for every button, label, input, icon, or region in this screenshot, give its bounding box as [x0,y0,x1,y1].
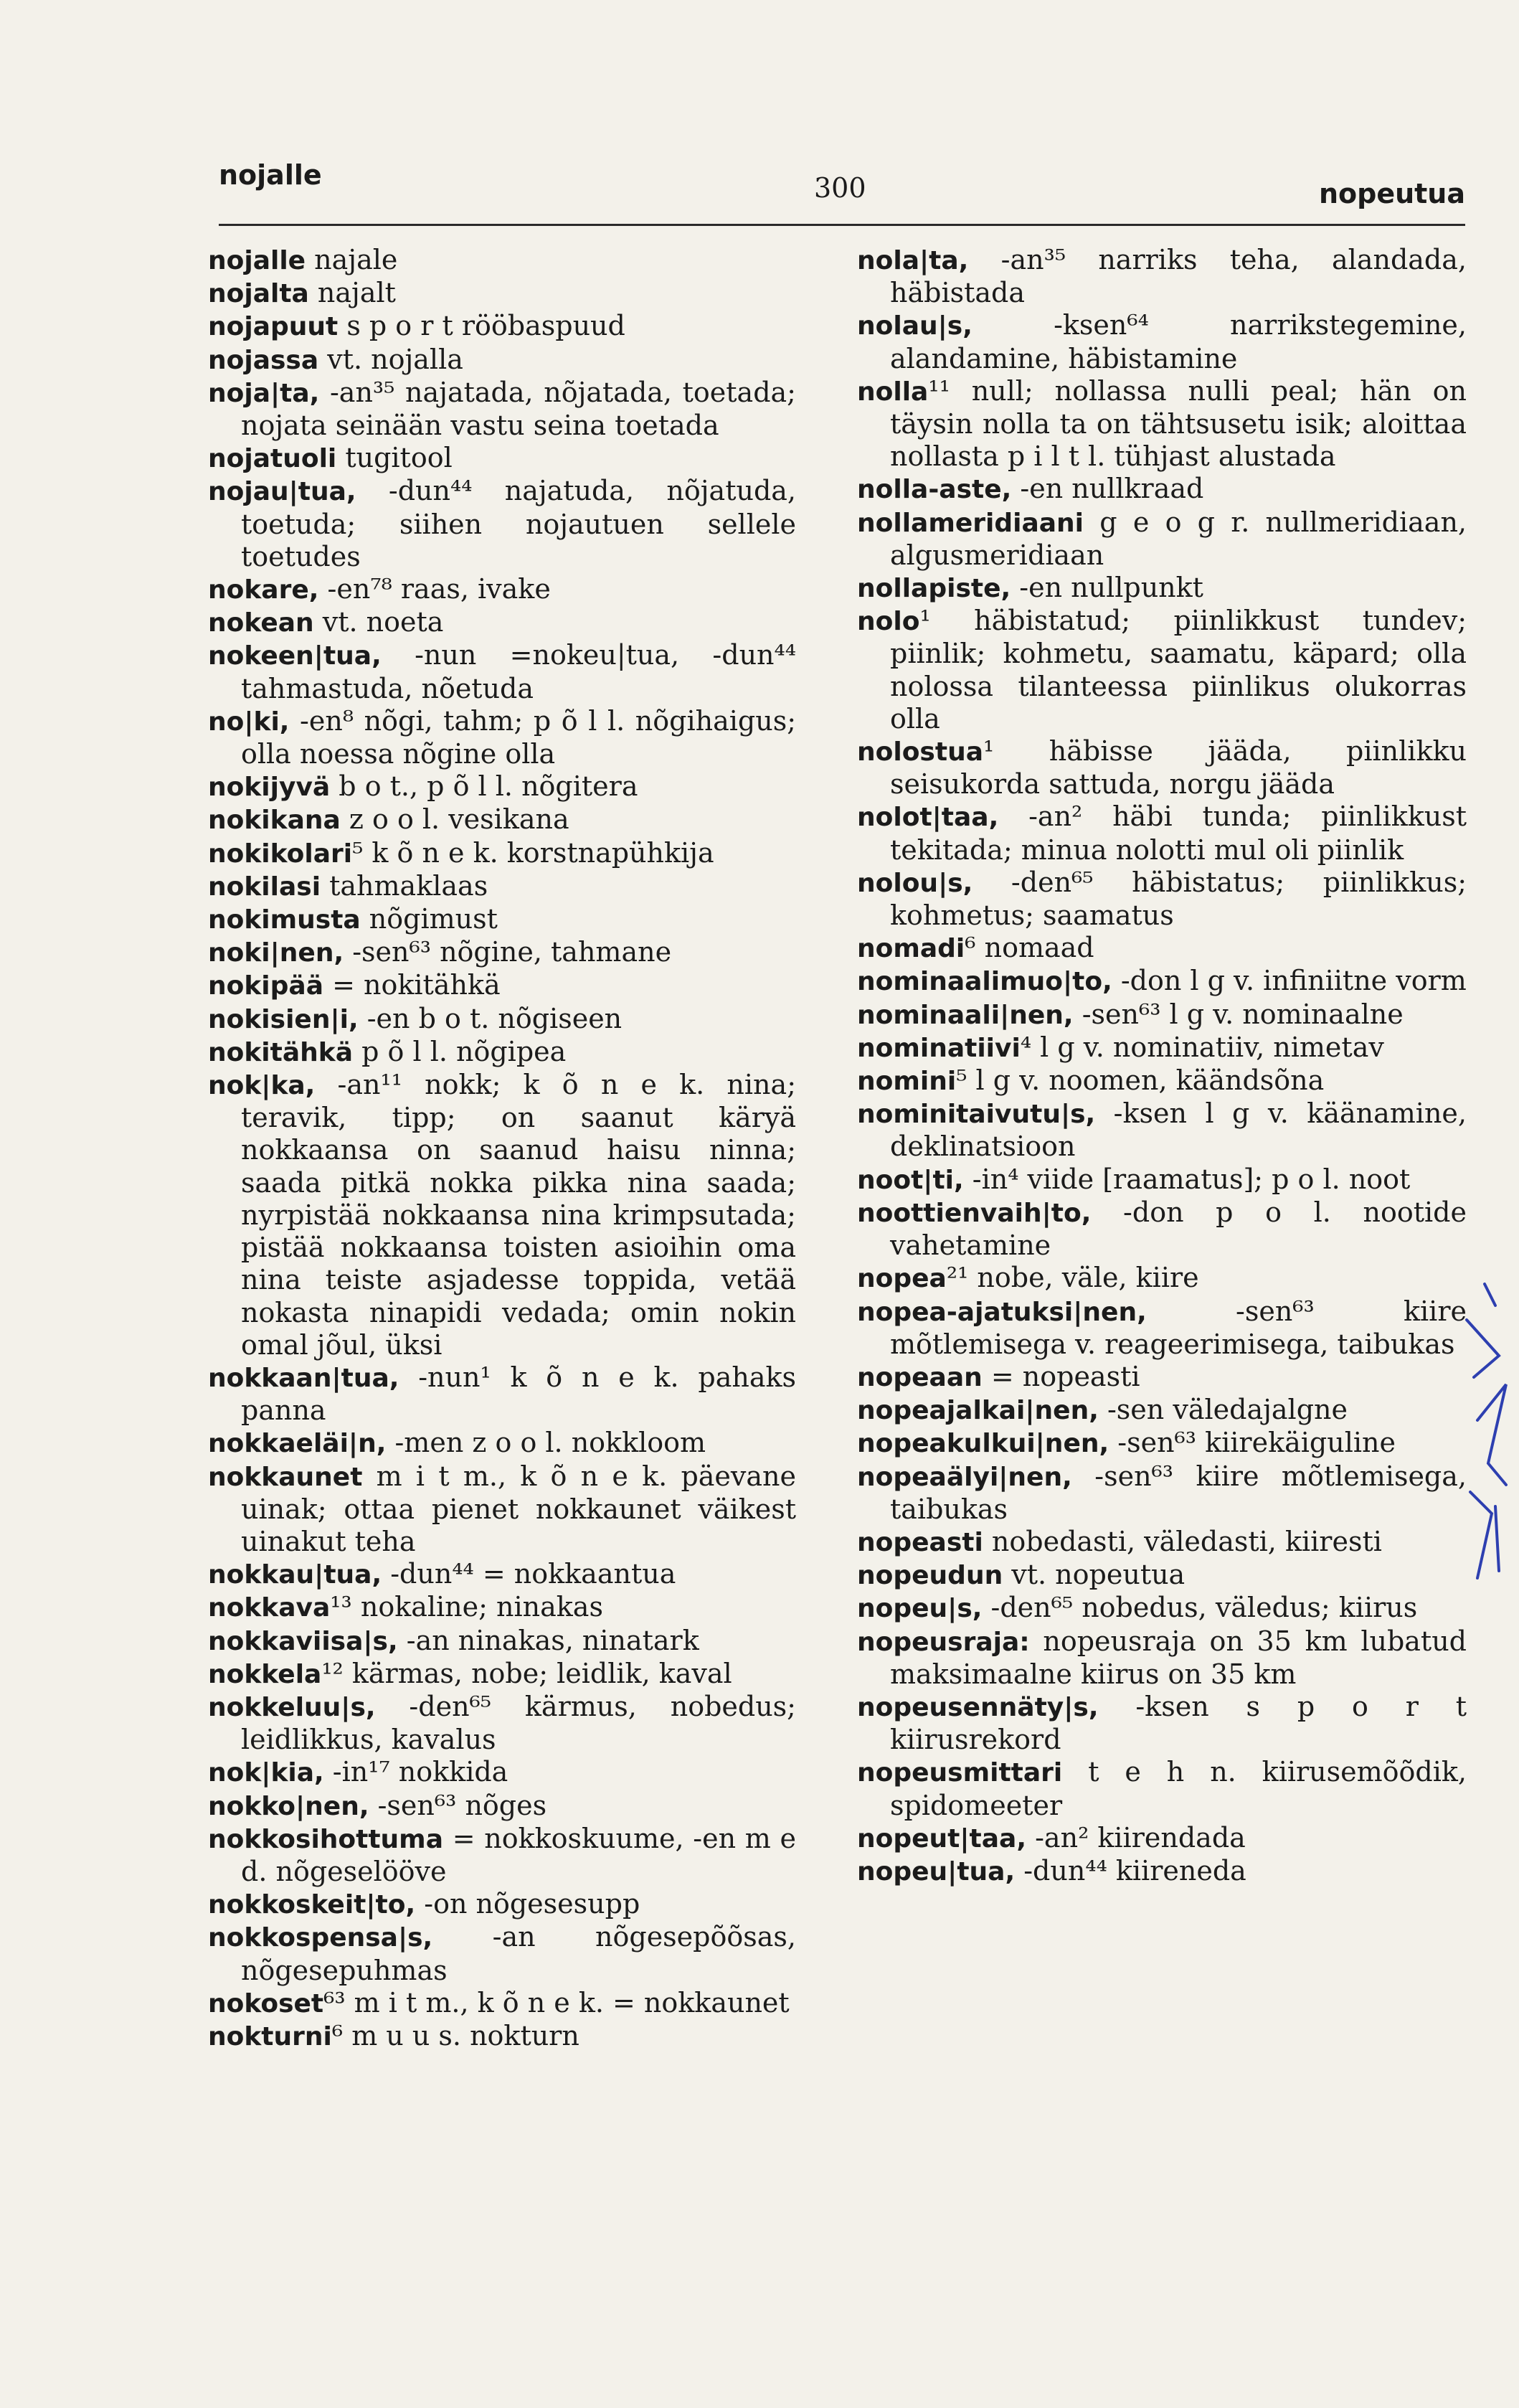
definition: b o t., p õ l l. nõgitera [330,770,638,803]
definition: nobedasti, väledasti, kiiresti [983,1525,1382,1557]
dictionary-entry [857,735,1467,801]
definition: -men z o o l. nokkloom [386,1427,706,1459]
dictionary-entry [857,1196,1467,1262]
headword: nokare, [208,575,319,605]
definition: ¹ häbisse jääda, piinlikku seisukorda sattuda, norgu jääda [890,735,1467,801]
dictionary-entry [208,1658,796,1691]
headword: no|ki, [208,707,290,737]
headword: nok|ka, [208,1071,316,1101]
headword: nojalta [208,279,309,309]
dictionary-entry [208,277,796,310]
dictionary-entry [208,1756,796,1789]
headword: nopeakulkui|nen, [857,1429,1109,1459]
definition: nõgimust [360,903,498,935]
definition: t e h n. kiirusemõõdik, spidomeeter [890,1756,1467,1821]
definition: -sen⁶³ nõgine, tahmane [344,936,672,968]
headword: nojalle [208,246,306,275]
headword: nollapiste, [857,574,1011,604]
definition: z o o l. vesikana [340,803,569,836]
dictionary-entry [857,1526,1467,1559]
dictionary-entry [208,1625,796,1658]
definition: -on nõgesesupp [415,1888,640,1920]
definition: ⁴ l g v. nominatiiv, nimetav [1020,1031,1384,1063]
dictionary-entry [208,705,796,770]
dictionary-entry [857,309,1467,374]
definition: ²¹ nobe, väle, kiire [946,1262,1199,1294]
headword: nolot|taa, [857,803,999,833]
headword: nojatuoli [208,444,337,474]
definition: vt. nojalla [318,343,463,375]
headword: nokkau|tua, [208,1560,382,1590]
dictionary-entry [208,1361,796,1427]
definition: ⁶³ m i t m., k õ n e k. = nokkaunet [323,1986,790,2019]
headword: nokeen|tua, [208,641,382,671]
definition: -sen⁶³ l g v. nominaalne [1073,998,1404,1030]
definition: -dun⁴⁴ kiireneda [1015,1854,1246,1887]
definition: p õ l l. nõgipea [353,1035,567,1067]
headword: noki|nen, [208,938,344,968]
dictionary-entry [208,2020,796,2053]
headword: nolau|s, [857,311,973,341]
definition: -don l g v. infiniitne vorm [1112,965,1467,997]
headword: nojau|tua, [208,477,356,507]
definition: -sen väledajalgne [1098,1394,1348,1426]
margin-stroke [1467,1284,1506,1578]
dictionary-entry [857,1361,1467,1394]
dictionary-entry [208,1003,796,1036]
headword: nominaali|nen, [857,1000,1074,1030]
dictionary-entry [857,1031,1467,1064]
headword: nopeudun [857,1561,1003,1591]
dictionary-entry [208,1691,796,1756]
headword: nokkaviisa|s, [208,1626,398,1656]
header-rule [219,224,1465,226]
headword: nokijyvä [208,773,331,803]
dictionary-entry [208,1823,796,1888]
headword: nokturni [208,2021,332,2051]
right-guide-word: nopeutua [1318,178,1465,209]
definition: -nun¹ k õ n e k. pahaks panna [241,1361,796,1427]
headword: nopeaälyi|nen, [857,1462,1072,1492]
dictionary-entry [857,1559,1467,1592]
dictionary-entry [208,475,796,573]
definition: -den⁶⁵ häbistatus; piinlikkus; kohmetus; saamatus [890,866,1467,932]
definition: s p o r t rööbaspuud [338,310,625,342]
definition: -en⁷⁸ raas, ivake [318,573,551,605]
dictionary-entry [857,1064,1467,1097]
headword: nolo [857,607,920,637]
dictionary-entry [208,903,796,936]
definition: -en nullkraad [1011,473,1204,505]
definition: -dun⁴⁴ najatuda, nõjatuda, toetuda; siihen nojautuen sellele toetudes [241,475,796,572]
headword: nola|ta, [857,246,969,275]
dictionary-entry [857,572,1467,605]
left-column [208,244,796,2053]
headword: nolla-aste, [857,475,1012,505]
dictionary-entry [208,969,796,1002]
definition: ⁵ l g v. noomen, käändsõna [956,1064,1325,1097]
definition: vt. nopeutua [1003,1559,1186,1591]
dictionary-entry [208,1921,796,1986]
headword: nopeu|tua, [857,1856,1016,1887]
right-column [857,244,1467,1888]
dictionary-entry [208,244,796,277]
definition: najale [306,244,398,275]
dictionary-entry [857,1625,1467,1691]
definition: -an³⁵ najatada, nõjatada, toetada; nojata seinään vastu seina toetada [241,376,796,442]
headword: nokko|nen, [208,1791,369,1821]
definition: -dun⁴⁴ = nokkaantua [382,1558,676,1590]
headword: nokimusta [208,905,361,935]
headword: nopeusraja: [857,1627,1030,1657]
dictionary-entry [857,1691,1467,1756]
headword: nokkospensa|s, [208,1923,433,1953]
headword: nokkosihottuma [208,1824,443,1854]
definition: -don p o l. nootide vahetamine [890,1196,1467,1262]
definition: -in⁴ viide [raamatus]; p o l. noot [963,1163,1411,1195]
headword: nominatiivi [857,1033,1021,1063]
dictionary-entry [208,442,796,475]
dictionary-entry [208,1036,796,1069]
dictionary-entry [857,1394,1467,1427]
definition: -in¹⁷ nokkida [323,1756,508,1788]
definition: -sen⁶³ nõges [369,1789,547,1821]
headword: nomini [857,1067,957,1097]
headword: nokkava [208,1593,331,1623]
definition: vt. noeta [313,606,444,638]
definition: m i t m., k õ n e k. päevane uinak; ottaa pienet nokkaunet väikest uinakut teha [241,1460,796,1557]
dictionary-entry [857,1262,1467,1295]
dictionary-entry [208,1888,796,1921]
headword: nolou|s, [857,868,973,898]
dictionary-entry [208,344,796,377]
headword: nokikana [208,806,341,836]
headword: noja|ta, [208,378,320,408]
headword: nokkela [208,1659,322,1689]
headword: nokitähkä [208,1037,354,1067]
definition: -en b o t. nõgiseen [358,1002,623,1034]
definition: nopeusraja on 35 km lubatud maksimaalne kiirus on 35 km [890,1625,1467,1690]
dictionary-entry [857,1460,1467,1526]
definition: -den⁶⁵ nobedus, väledus; kiirus [982,1592,1418,1624]
definition: ⁵ k õ n e k. korstnapühkija [352,836,714,869]
headword: nokikolari [208,839,353,869]
headword: noot|ti, [857,1165,964,1195]
headword: nokkaeläi|n, [208,1429,387,1459]
definition: ⁶ nomaad [965,932,1094,964]
headword: nopeasti [857,1527,983,1557]
dictionary-entry [208,639,796,704]
dictionary-entry [857,965,1467,998]
dictionary-entry [857,867,1467,932]
headword: nopeaan [857,1362,983,1392]
definition: ⁶ m u u s. nokturn [331,2019,579,2051]
definition: najalt [308,277,396,309]
left-guide-word: nojalle [219,159,322,191]
headword: nopea [857,1264,947,1294]
definition: -ksen s p o r t kiirusrekord [890,1690,1467,1756]
headword: noottienvaih|to, [857,1198,1092,1228]
dictionary-entry [208,1790,796,1823]
headword: nojassa [208,345,319,375]
definition: ¹³ nokaline; ninakas [330,1591,603,1623]
dictionary-entry [208,936,796,969]
headword: nokoset [208,1988,324,2019]
definition: -an nõgesepõõsas, nõgesepuhmas [241,1921,796,1986]
dictionary-entry [208,1558,796,1591]
dictionary-entry [208,1987,796,2020]
definition: -nun =nokeu|tua, -dun⁴⁴ tahmastuda, nõetuda [241,639,796,704]
definition: ¹¹ null; nollassa nulli peal; hän on täysin nolla ta on tähtsusetu isik; aloittaa nollasta p i l t l. tühjast alustada [890,374,1467,473]
headword: nopeusennäty|s, [857,1692,1099,1722]
dictionary-entry [208,1460,796,1559]
dictionary-entry [857,605,1467,735]
headword: nominitaivutu|s, [857,1100,1096,1130]
headword: nokipää [208,971,323,1001]
dictionary-entry [208,1069,796,1361]
definition: -an² kiirendada [1026,1821,1246,1854]
headword: nolostua [857,737,983,768]
definition: ¹² kärmas, nobe; leidlik, kaval [321,1657,732,1689]
definition: -en nullpunkt [1011,572,1203,604]
headword: nokean [208,608,314,638]
page-number: 300 [814,172,866,204]
dictionary-entry [208,1591,796,1624]
definition: -ksen⁶⁴ narrikstegemine, alandamine, häbistamine [890,309,1467,374]
dictionary-entry [208,573,796,606]
headword: nojapuut [208,312,339,342]
dictionary-entry [857,1756,1467,1821]
definition: -den⁶⁵ kärmus, nobedus; leidlikkus, kavalus [241,1690,796,1756]
definition: -sen⁶³ kiirekäiguline [1109,1427,1396,1459]
definition: -an ninakas, ninatark [397,1624,699,1656]
headword: nolla [857,377,929,407]
handwritten-margin-note [1456,1277,1513,1592]
definition: -an² häbi tunda; piinlikkust tekitada; minua nolotti mul oli piinlik [890,801,1467,866]
running-head [219,159,1465,209]
dictionary-entry [857,375,1467,473]
headword: nokkoskeit|to, [208,1890,416,1920]
dictionary-entry [208,1427,796,1460]
dictionary-entry [857,506,1467,572]
dictionary-entry [857,1097,1467,1163]
definition: g e o g r. nullmeridiaan, algusmeridiaan [890,506,1467,571]
dictionary-entry [857,473,1467,506]
dictionary-entry [857,1822,1467,1855]
headword: nopeajalkai|nen, [857,1396,1099,1426]
definition: -sen⁶³ kiire mõtlemisega, taibukas [890,1460,1467,1525]
headword: nokilasi [208,872,321,902]
dictionary-entry [208,837,796,870]
headword: nopeut|taa, [857,1823,1027,1854]
headword: nokkeluu|s, [208,1692,376,1722]
dictionary-entry [857,1592,1467,1625]
dictionary-entry [857,1163,1467,1196]
headword: nopeu|s, [857,1594,983,1624]
dictionary-entry [857,1295,1467,1361]
definition: = nokitähkä [323,969,501,1001]
dictionary-entry [857,801,1467,866]
dictionary-entry [208,377,796,442]
headword: nokkaan|tua, [208,1363,399,1393]
dictionary-entry [208,310,796,343]
dictionary-entry [857,998,1467,1031]
dictionary-entry [208,606,796,639]
definition: -ksen l g v. käänamine, deklinatsioon [890,1097,1467,1163]
dictionary-entry [857,932,1467,965]
dictionary-entry [857,1855,1467,1888]
definition: ¹ häbistatud; piinlikkust tundev; piinlik; kohmetu, saamatu, käpard; olla nolossa tilanteessa piinlikus olukorras olla [890,605,1467,735]
dictionary-entry [857,1427,1467,1460]
headword: nokisien|i, [208,1004,359,1034]
definition: = nopeasti [982,1360,1140,1392]
headword: nomadi [857,934,965,964]
definition: -an³⁵ narriks teha, alandada, häbistada [890,244,1467,309]
dictionary-entry [857,244,1467,309]
definition: -an¹¹ nokk; k õ n e k. nina; teravik, tipp; on saanut käryä nokkaansa on saanud haisu ninna; saada pitkä nokka pikka nina saada; nyrpistää nokkaansa nina krimpsutada; pistää nokkaansa toisten asioihin oma nina teiste asjadesse toppida, vetää nokasta ninapidi vedada; omin nokin omal jõul, üksi [241,1069,796,1361]
definition: tugitool [336,442,453,474]
headword: nok|kia, [208,1758,324,1788]
definition: -sen⁶³ kiire mõtlemisega v. reageerimisega, taibukas [890,1295,1467,1360]
headword: nokkaunet [208,1462,363,1492]
definition: = nokkoskuume, -en m e d. nõgeselööve [241,1822,796,1887]
dictionary-entry [208,803,796,836]
headword: nominaalimuo|to, [857,967,1112,997]
headword: nopea-ajatuksi|nen, [857,1297,1147,1327]
definition: -en⁸ nõgi, tahm; p õ l l. nõgihaigus; olla noessa nõgine olla [241,704,796,770]
dictionary-entry [208,870,796,903]
definition: tahmaklaas [321,869,488,902]
headword: nollameridiaani [857,508,1084,538]
headword: nopeusmittari [857,1758,1063,1788]
dictionary-entry [208,770,796,803]
